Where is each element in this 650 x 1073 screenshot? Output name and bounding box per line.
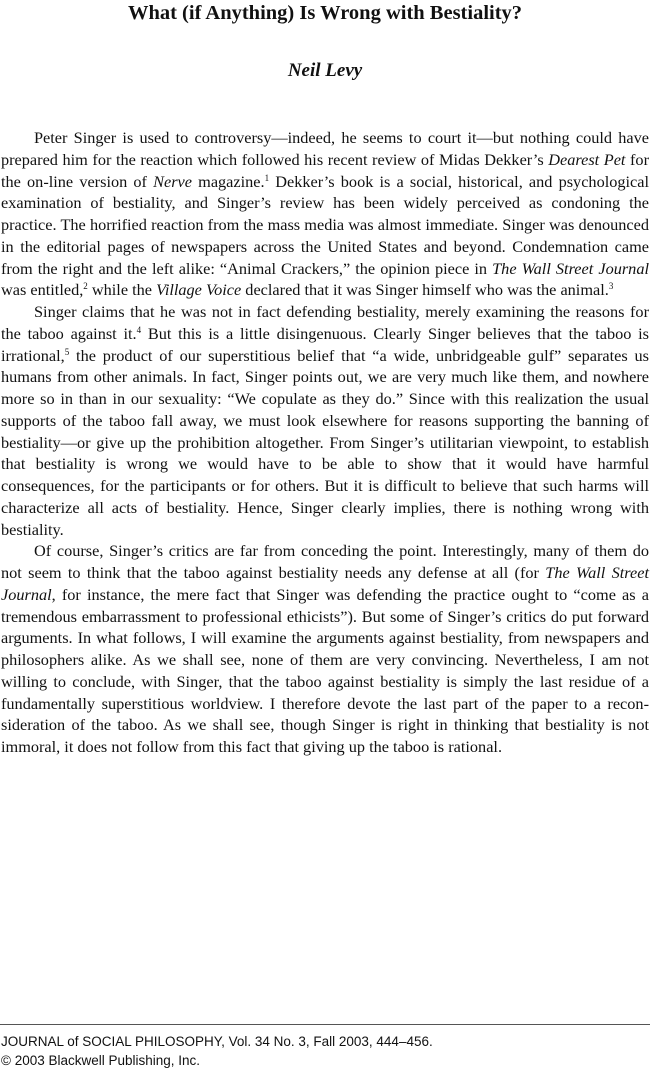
text-run: Peter Singer is used to controversy—indeed, he seems to court it—but nothing could have prepared him for the reaction which followed his recent review of Midas Dekker’s	[1, 128, 649, 169]
text-run: But this is a little disingenuous. Clearly Singer believes that the taboo is irrational,	[1, 323, 650, 365]
italic-title: Nerve	[153, 171, 192, 191]
text-run: magazine.	[192, 171, 265, 191]
text-run: , for instance, the mere fact that Singer was defending the practice ought to “come as a tremendous embarrassment to professional ethicists”). But some of Singer’s critics do put forward arguments. In what follows, I will examine the arguments against bestiality, from newspapers and philosophers alike. As we shall see, none of them are very convincing. Nevertheless, I am not willing to conclude, with Singer, that the taboo against bestiality is simply the last residue of a fundamentally superstitious worldview. I therefore devote the last part of the paper to a reconsideration of the taboo. As we shall see, though Singer is right in thinking that bestiality is not immoral, it does not follow from this fact that giving up the taboo is rational.	[1, 584, 649, 756]
footnote-marker: 3	[608, 281, 614, 292]
article-title: What (if Anything) Is Wrong with Bestiality?	[127, 2, 523, 24]
footnote-marker: 2	[83, 281, 88, 292]
text-run: declared that it was Singer himself who was the animal.	[241, 280, 609, 300]
text-run: Of course, Singer’s critics are far from conceding the point. Interestingly, many of them do not seem to think that the taboo against bestiality needs any defense at all (for	[1, 541, 649, 582]
text-run: while the	[87, 280, 157, 300]
body-paragraph	[1, 540, 649, 758]
text-run: was entitled,	[1, 280, 84, 300]
italic-title: Village Voice	[156, 280, 242, 300]
text-run: the product of our superstitious belief that “a wide, unbridgeable gulf” separates us humans from other animals. In fact, Singer points out, we are very much like them, and nowhere more so in than in our sexuality: “We copulate as they do.” Since with this realization the usual supports of the taboo fall away, we must look elsewhere for reasons supporting the banning of bestiality—or give up the prohibition altogether. From Singer’s utilitarian viewpoint, to establish that bestiality is wrong we would have to be able to show that it would have harmful consequences, for the participants or for others. But it is difficult to believe that such harms will characterize all acts of bestiality. Hence, Singer clearly implies, there is nothing wrong with bestiality.	[1, 345, 649, 539]
footnote-marker: 5	[64, 346, 70, 357]
text-run: Singer claims that he was not in fact defending bestiality, merely examining the reasons for the taboo against it.	[1, 302, 649, 343]
text-run: for the on-line version of	[1, 149, 649, 191]
footnote-marker: 1	[264, 172, 270, 183]
text-run: Dekker’s book is a social, historical, and psychological examination of bestiality, and Singer’s review has been widely perceived as condoning the practice. The horrified reaction from the mass media was almost immediate. Singer was denounced in the editorial pages of newspapers across the United States and beyond. Condemnation came from the right and the left alike: “Animal Crackers,” the opinion piece in	[1, 171, 650, 278]
italic-title: The Wall Street Journal	[492, 258, 649, 278]
article-body	[1, 127, 649, 758]
journal-citation: JOURNAL of SOCIAL PHILOSOPHY, Vol. 34 No. 3, Fall 2003, 444–456.	[1, 1034, 433, 1049]
body-paragraph	[1, 301, 649, 540]
body-paragraph	[1, 127, 649, 301]
italic-title: Dearest Pet	[548, 149, 626, 169]
italic-title: The Wall Street Journal	[1, 563, 649, 604]
footnote-marker: 4	[136, 324, 142, 335]
article-author: Neil Levy	[287, 60, 363, 81]
copyright-notice: © 2003 Blackwell Publishing, Inc.	[1, 1053, 201, 1068]
journal-footer	[1, 1032, 649, 1070]
footer-divider	[0, 1024, 650, 1025]
